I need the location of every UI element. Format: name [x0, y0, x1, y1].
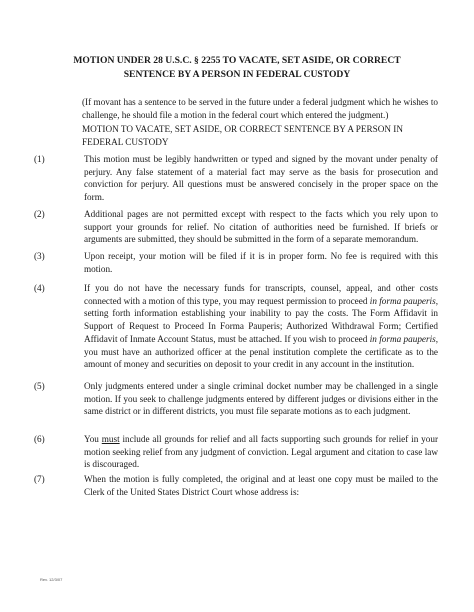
revision-date: Rev. 12/3/07	[40, 577, 63, 582]
item-number: (7)	[34, 474, 45, 484]
item-text: Only judgments entered under a single criminal docket number may be challenged in a single motion. If you seek to challenge judgments entered by different judges or divisions either in the same district or in different districts, you must file separate motions as to each judgment.	[84, 381, 438, 417]
item-text-part: you must have an authorized officer at the penal institution complete the certificate as to the amount of money and securities on deposit to your credit in any account in the institution.	[84, 346, 438, 370]
item-text-part: You	[84, 434, 102, 444]
title-line-1: MOTION UNDER 28 U.S.C. § 2255 TO VACATE, SET ASIDE, OR CORRECT	[73, 55, 401, 66]
instruction-note: (If movant has a sentence to be served in the future under a federal judgment which he wishes to challenge, he should file a motion in the federal court which entered the judgment.)	[82, 97, 438, 120]
item-text: Upon receipt, your motion will be filed if it is in proper form. No fee is required with this motion.	[84, 251, 438, 274]
item-text: Additional pages are not permitted except with respect to the facts which you rely upon to support your grounds for relief. No citation of authorities need be furnished. If briefs or arguments are submitted, they should be submitted in the form of a separate memorandum.	[84, 209, 438, 245]
document-title	[40, 54, 434, 81]
item-text-part: If you do not have the necessary funds for transcripts, counsel, appeal, and other costs connected with a motion of this type, you may request permission to proceed	[84, 283, 438, 306]
item-text-part: setting forth information establishing your inability to pay the costs. The Form Affidavit in Support of Request to Proceed In Forma Pauperis; Authorized Withdrawal Form; Certified Affidavit of Inmate Account Status, must be attached. If you wish to proceed	[84, 308, 438, 344]
item-text: When the motion is fully completed, the original and at least one copy must be mailed to the Clerk of the United States District Court whose address is:	[84, 474, 438, 497]
item-text: This motion must be legibly handwritten or typed and signed by the movant under penalty of perjury. Any false statement of a material fact may serve as the basis for prosecution and conviction for perjury. All questions must be answered concisely in the proper space on the form.	[84, 154, 438, 203]
item-number: (5)	[34, 381, 45, 391]
item-text	[84, 282, 438, 371]
italic-phrase: in forma pauperis,	[369, 333, 438, 344]
item-number: (1)	[34, 154, 45, 164]
item-number: (2)	[34, 209, 45, 219]
underlined-word: must	[101, 434, 120, 444]
section-subheading: MOTION TO VACATE, SET ASIDE, OR CORRECT SENTENCE BY A PERSON IN FEDERAL CUSTODY	[82, 124, 404, 147]
item-number: (3)	[34, 251, 45, 261]
item-text-part: include all grounds for relief and all facts supporting such grounds for relief in your motion seeking relief from any judgment of conviction. Legal argument and citation to case law is discouraged.	[84, 434, 438, 470]
item-number: (4)	[34, 283, 45, 293]
item-text	[84, 433, 438, 471]
title-line-2: SENTENCE BY A PERSON IN FEDERAL CUSTODY	[123, 68, 351, 80]
item-number: (6)	[34, 434, 45, 444]
italic-phrase: in forma pauperis,	[369, 295, 438, 306]
